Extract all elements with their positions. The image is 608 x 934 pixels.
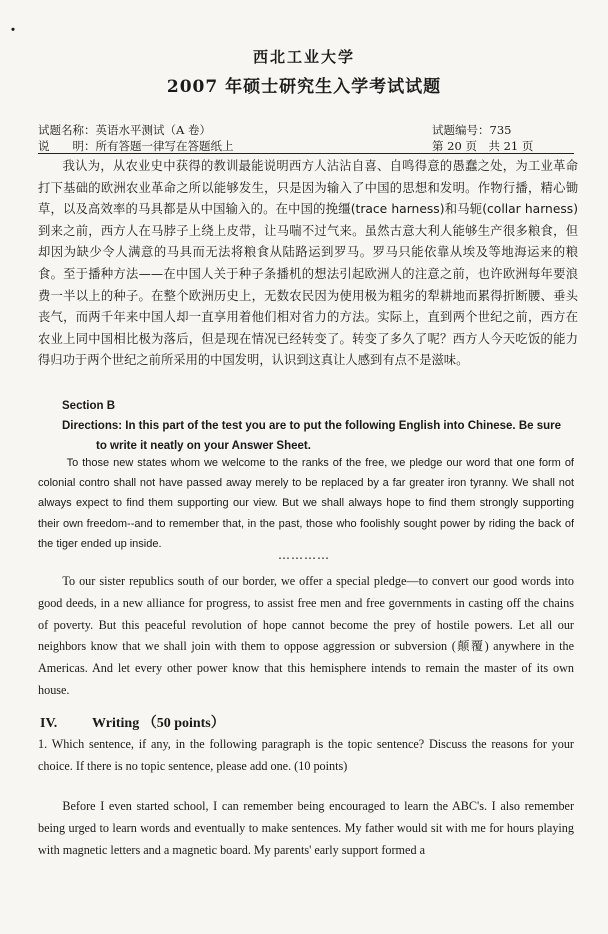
writing-question-1: 1. Which sentence, if any, in the following paragraph is the topic sentence? Discuss the reasons for your choice. If there is no topic sentence, please add one. (10 points) [38,737,574,773]
english-passage-1: To those new states whom we welcome to the ranks of the free, we pledge our word that one form of colonial contro shall not have passed away merely to be replaced by a far greater iron tyranny. We shall not always expect to find them supporting our view. But we shall always hope to find them strongly supporting their own freedom--and to remember that, in the past, those who foolishly sought power by riding the back of the tiger ended up inside. [38,457,574,550]
chinese-paragraph: 我认为，从农业史中获得的教训最能说明西方人沾沾自喜、自鸣得意的愚蠢之处，为工业革命打下基础的欧洲农业革命之所以能够发生，只是因为输入了中国的思想和发明。作物行播，精心锄草，以及高效率的马具都是从中国输入的。在中国的挽缰(trace harness)和马轭(collar harness)到来之前，西方人在马脖子上绕上皮带，让马喘不过气来。虽然古意大利人能够生产很多粮食，但却因为缺少令人满意的马具而无法将粮食从陆路运到罗马。罗马只能依靠从埃及等地海运来的粮食。至于播种方法——在中国人关于种子条播机的想法引起欧洲人的注意之前，也许欧洲每年要浪费一半以上的种子。在整个欧洲历史上，无数农民因为使用极为粗劣的犁耕地而累得折断腰、垂头丧气，而两千年来中国人却一直享用着他们相对省力的方法。实际上，直到两个世纪之前，西方在农业上同中国相比极为落后，但是现在情况已经转变了。转变了多久了呢？西方人今天吃饭的能力得归功于两个世纪之前所采用的中国发明，认识到这真让人感到有点不是滋味。 [38,159,578,368]
ellipsis-separator: ………… [278,548,330,562]
section-b-directions [62,416,574,456]
exam-subject: 试题名称：英语水平测试（A 卷） [38,123,211,137]
page-number: 第 20 页 共 21 页 [432,139,534,153]
english-passage-2: To our sister republics south of our border, we offer a special pledge—to convert our good words into good deeds, in a new alliance for progress, to assist free men and free governments in casting off the chains of poverty. But this peaceful revolution of hope cannot become the prey of hostile powers. Let all our neighbors know that we shall join with them to oppose aggression or subversion (颠覆) anywhere in the Americas. And let every other power know that this hemisphere intends to remain the master of its own house. [38,574,574,697]
corner-mark: ・ [6,23,20,39]
writing-title: Writing （50 points） [92,716,225,731]
directions-continued: to write it neatly on your Answer Sheet. [96,440,311,452]
section-b-heading: Section B [62,400,116,412]
exam-title: 2007 年硕士研究生入学考试试题 [166,77,442,97]
directions-main: Directions: In this part of the test you are to put the following English into Chinese. Be sure [62,420,562,432]
header-divider [38,153,574,154]
writing-heading [40,712,225,732]
exam-code: 试题编号：735 [432,123,512,137]
essay-paragraph: Before I even started school, I can remember being encouraged to learn the ABC's. I also remember being urged to learn words and eventually to make sentences. My father would sit with me for hours playing with magnetic letters and a magnetic board. My parents' early support formed a [38,799,574,857]
university-name: 西北工业大学 [252,48,355,66]
section-number: IV. [40,716,58,731]
exam-note: 说 明：所有答题一律写在答题纸上 [38,139,234,153]
